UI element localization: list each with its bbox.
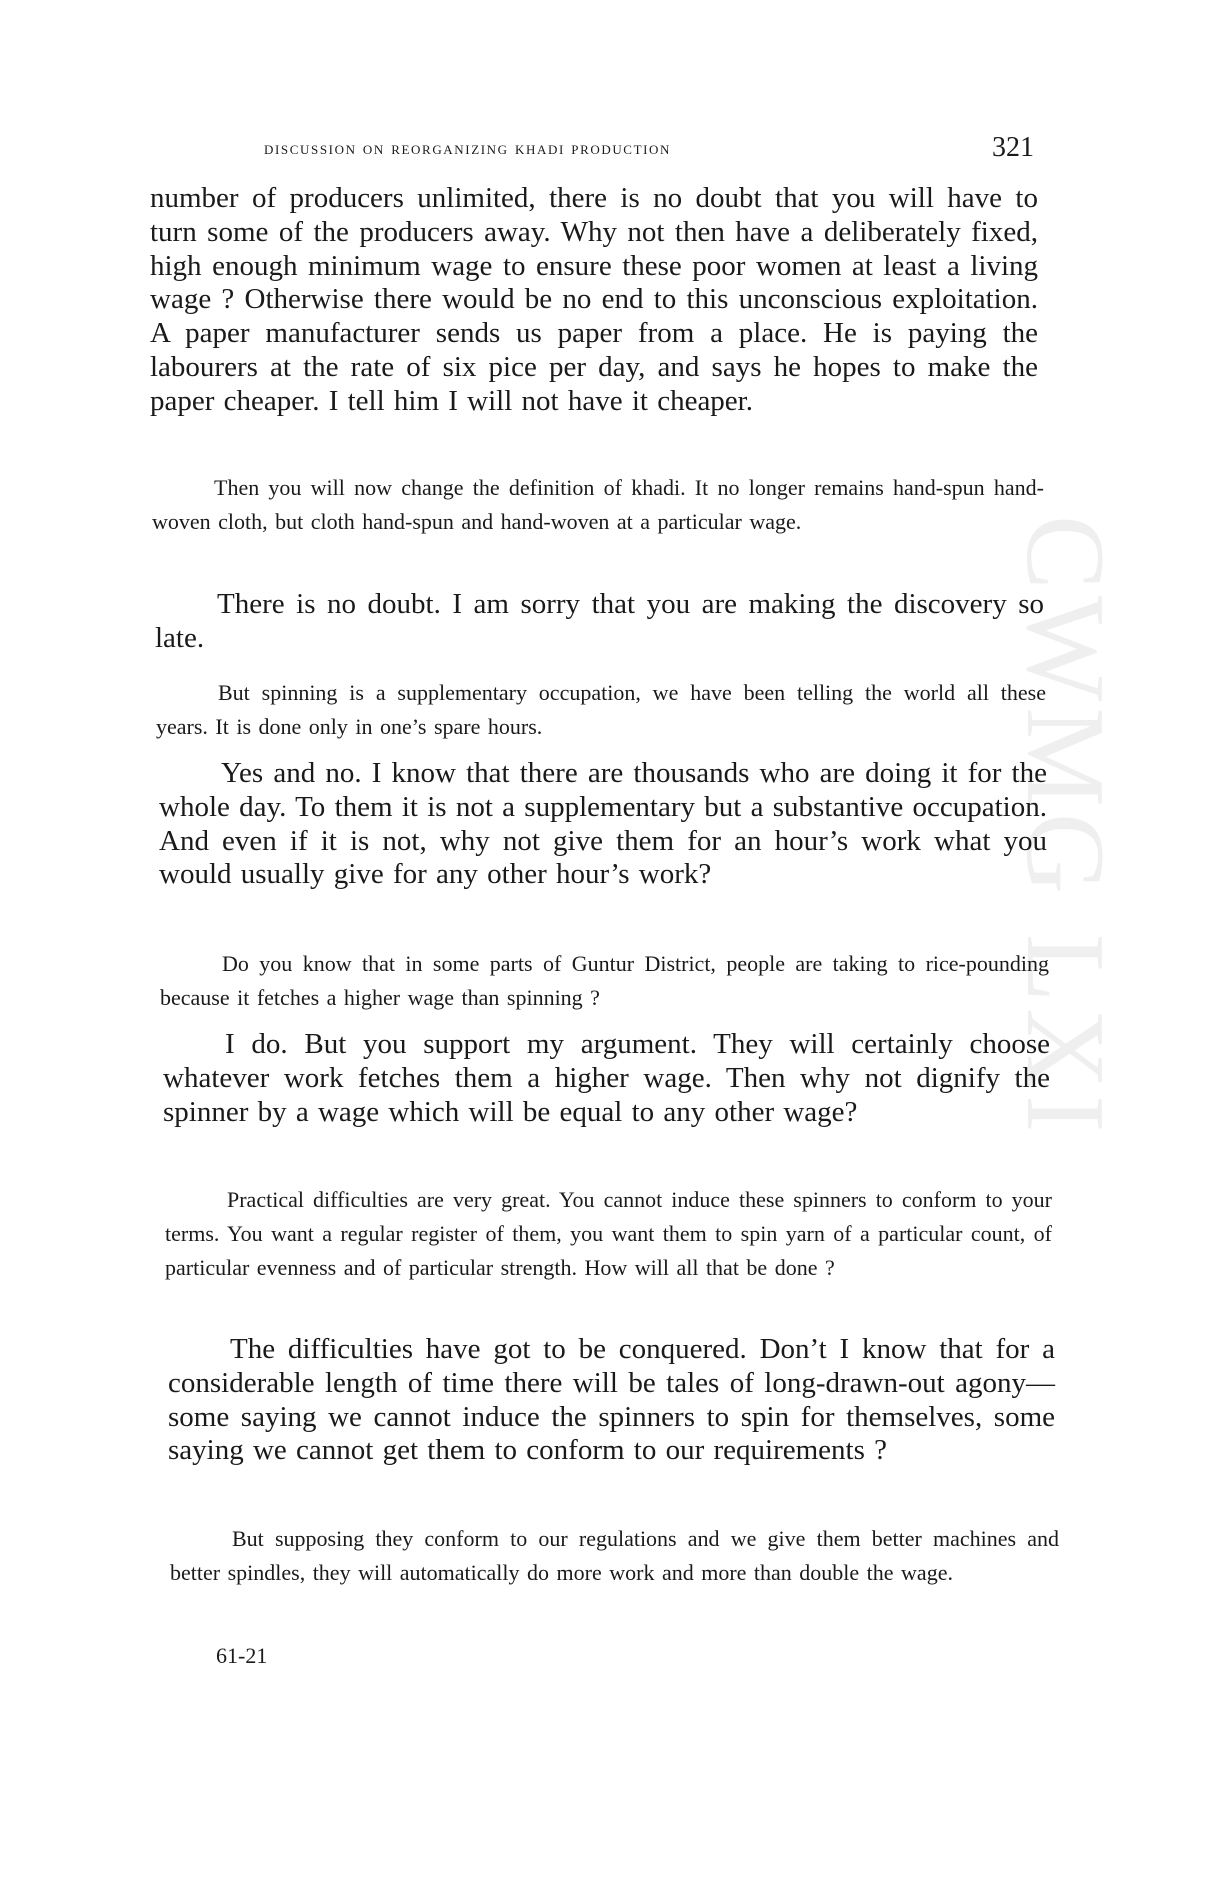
running-head: discussion on reorganizing khadi production (264, 138, 672, 159)
page-number: 321 (992, 132, 1034, 163)
answer-paragraph-3: Yes and no. I know that there are thousands who are doing it for the whole day. To them it is not a supplementary but a substantive occupation. And even if it is not, why not give them for an hour’s work what you would usually give for any other hour’s work? (159, 757, 1047, 891)
question-paragraph-3: Do you know that in some parts of Guntur District, people are taking to rice-pounding because it fetches a higher wage than spinning ? (160, 951, 1049, 1010)
question-paragraph-4: Practical difficulties are very great. You cannot induce these spinners to conform to your terms. You want a regular register of them, you want them to spin yarn of a particular count, of particular evenness and of particular strength. How will all that be done ? (165, 1187, 1052, 1280)
answer-paragraph-4: I do. But you support my argument. They will certainly choose whatever work fetches them a higher wage. Then why not dignify the spinner by a wage which will be equal to any other wage? (163, 1028, 1050, 1128)
page-header (264, 132, 1034, 172)
question-paragraph-2: But spinning is a supplementary occupation, we have been telling the world all these years. It is done only in one’s spare hours. (156, 680, 1046, 739)
answer-paragraph-5: The difficulties have got to be conquered. Don’t I know that for a considerable length of time there will be tales of long-drawn-out agony—some saying we cannot induce the spinners to spin for themselves, some saying we cannot get them to conform to our requirements ? (168, 1333, 1055, 1467)
answer-paragraph-2: There is no doubt. I am sorry that you are making the discovery so late. (155, 588, 1044, 654)
signature-code: 61-21 (216, 1643, 268, 1668)
watermark: CWMG LXI (1003, 515, 1127, 1139)
question-paragraph-5: But supposing they conform to our regulations and we give them better machines and better spindles, they will automatically do more work and more than double the wage. (170, 1526, 1059, 1585)
question-paragraph-1: Then you will now change the definition of khadi. It no longer remains hand-spun hand-woven cloth, but cloth hand-spun and hand-woven at a particular wage. (152, 475, 1044, 534)
answer-paragraph-1: number of producers unlimited, there is no doubt that you will have to turn some of the producers away. Why not then have a deliberately fixed, high enough minimum wage to ensure these poor women at least a living wage ? Otherwise there would be no end to this unconscious exploitation. A paper manufacturer sends us paper from a place. He is paying the labourers at the rate of six pice per day, and says he hopes to make the paper cheaper. I tell him I will not have it cheaper. (150, 182, 1038, 417)
